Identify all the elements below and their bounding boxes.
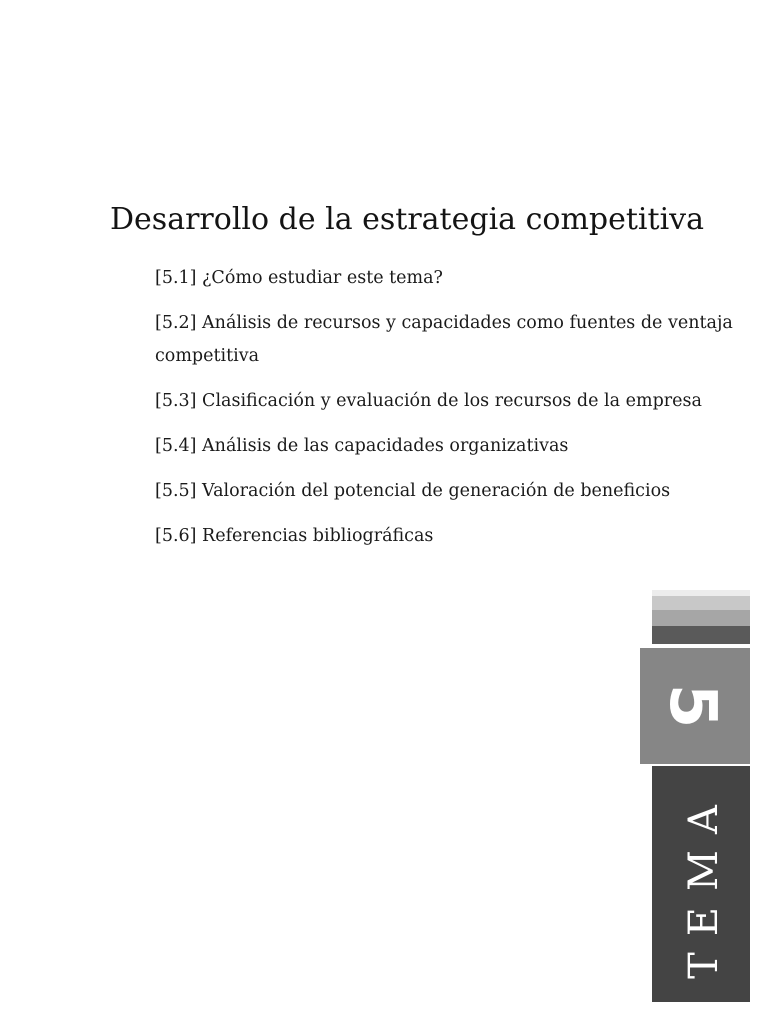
chapter-label: TEMA	[681, 789, 727, 979]
badge-stripe	[652, 596, 750, 610]
toc-item-5-2: [5.2] Análisis de recursos y capacidades como fuentes de ventaja competitiva	[155, 313, 733, 366]
chapter-number-box	[640, 646, 750, 766]
toc-item-5-6: [5.6] Referencias bibliográficas	[155, 526, 434, 546]
toc-item-5-4: [5.4] Análisis de las capacidades organizativas	[155, 436, 569, 456]
toc-item-5-1: [5.1] ¿Cómo estudiar este tema?	[155, 268, 443, 288]
toc-item-5-5: [5.5] Valoración del potencial de generación de beneficios	[155, 481, 671, 501]
badge-stripe	[652, 626, 750, 644]
table-of-contents	[155, 262, 745, 565]
toc-item-5-3: [5.3] Clasificación y evaluación de los recursos de la empresa	[155, 391, 702, 411]
chapter-label-box	[652, 766, 750, 1002]
chapter-number: 5	[655, 683, 729, 729]
badge-stripe	[652, 610, 750, 626]
chapter-badge	[640, 590, 750, 1002]
page-title: Desarrollo de la estrategia competitiva	[110, 202, 704, 237]
